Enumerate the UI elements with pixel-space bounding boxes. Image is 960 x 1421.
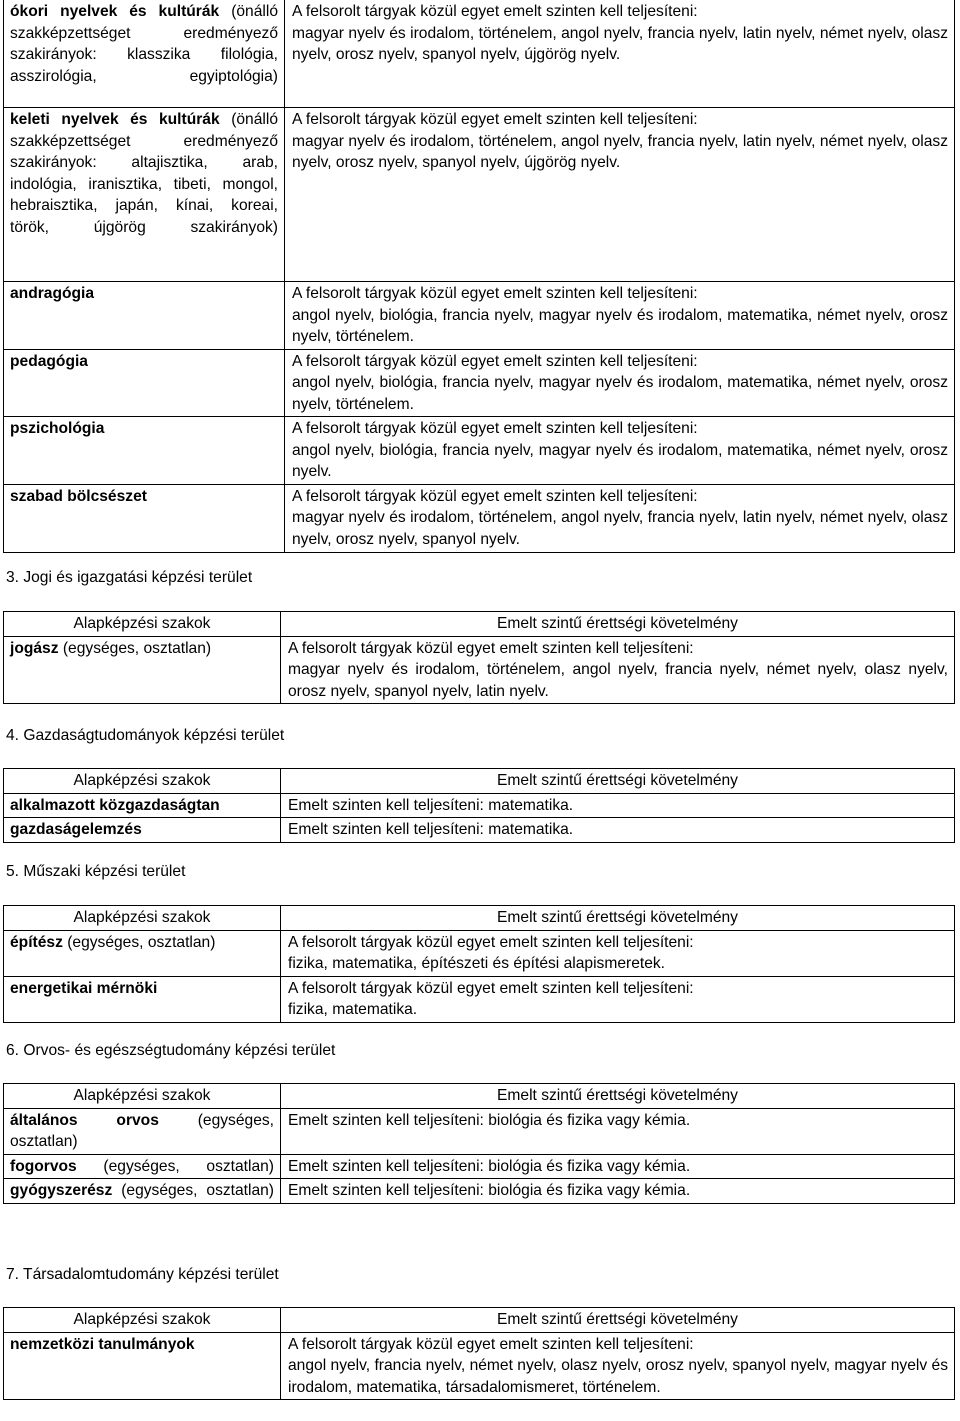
program-name: nemzetközi tanulmányok — [10, 1335, 195, 1353]
table-header-row — [4, 769, 955, 794]
column-header-requirement: Emelt szintű érettségi követelmény — [281, 612, 955, 637]
requirement-text: Emelt szinten kell teljesíteni: matematika. — [288, 821, 574, 838]
table-header-row — [4, 906, 955, 931]
program-detail: (egységes, osztatlan) — [103, 1157, 274, 1175]
requirement-text: Emelt szinten kell teljesíteni: matematika. — [288, 796, 574, 814]
program-cell — [4, 417, 285, 485]
program-cell — [4, 1332, 281, 1400]
section-title-6: 6. Orvos- és egészségtudomány képzési terület — [6, 1042, 336, 1059]
requirement-list: angol nyelv, biológia, francia nyelv, magyar nyelv és irodalom, matematika, német nyelv, orosz nyelv, történelem. — [292, 306, 948, 345]
table-row — [4, 793, 955, 818]
program-name: fogorvos — [10, 1157, 77, 1175]
table-row — [4, 0, 955, 108]
program-name: építész — [10, 933, 63, 951]
program-cell — [4, 0, 285, 108]
table-row — [4, 818, 955, 843]
program-cell — [4, 1179, 281, 1204]
program-cell — [4, 349, 285, 417]
table-row — [4, 417, 955, 485]
requirement-list: magyar nyelv és irodalom, történelem, angol nyelv, francia nyelv, latin nyelv, német nyelv, olasz nyelv, orosz nyelv, spanyol nyelv, újgörög nyelv. — [292, 24, 948, 63]
table-row — [4, 930, 955, 976]
table-social-sciences — [3, 1307, 955, 1400]
column-header-programs: Alapképzési szakok — [4, 1084, 281, 1109]
requirement-intro: A felsorolt tárgyak közül egyet emelt szinten kell teljesíteni: — [292, 3, 698, 20]
column-header-requirement: Emelt szintű érettségi követelmény — [281, 769, 955, 794]
program-cell — [4, 282, 285, 350]
requirement-list: angol nyelv, francia nyelv, német nyelv, olasz nyelv, orosz nyelv, spanyol nyelv, magyar nyelv és irodalom, matematika, társadalomismeret, történelem. — [288, 1357, 948, 1396]
requirement-cell — [281, 818, 955, 843]
program-detail: (önálló szakképzettséget eredményező szakirányok: klasszika filológia, asszirológia, egyiptológia) — [10, 3, 278, 85]
requirement-cell — [281, 1179, 955, 1204]
program-cell — [4, 1108, 281, 1154]
program-name: pedagógia — [10, 352, 88, 370]
table-engineering — [3, 905, 955, 1023]
program-name: gazdaságelemzés — [10, 821, 142, 838]
requirement-text: Emelt szinten kell teljesíteni: biológia és fizika vagy kémia. — [288, 1111, 691, 1129]
program-name: ókori nyelvek és kultúrák — [10, 3, 220, 20]
table-header-row — [4, 612, 955, 637]
table-header-row — [4, 1084, 955, 1109]
table-row — [4, 1179, 955, 1204]
table-row — [4, 1108, 955, 1154]
program-detail: (egységes, osztatlan) — [58, 639, 212, 657]
column-header-programs: Alapképzési szakok — [4, 612, 281, 637]
program-name: energetikai mérnöki — [10, 979, 158, 997]
requirement-intro: A felsorolt tárgyak közül egyet emelt szinten kell teljesíteni: — [288, 933, 694, 951]
program-cell — [4, 976, 281, 1022]
requirement-cell — [285, 0, 955, 108]
program-detail: (önálló szakképzettséget eredményező szakirányok: altajisztika, arab, indológia, iranisztika, tibeti, mongol, hebraisztika, japán, kínai, koreai, török, újgörög szakirányok) — [10, 111, 278, 236]
requirement-cell — [285, 349, 955, 417]
program-name: andragógia — [10, 285, 95, 302]
column-header-requirement: Emelt szintű érettségi követelmény — [281, 906, 955, 931]
column-header-programs: Alapképzési szakok — [4, 906, 281, 931]
requirement-intro: A felsorolt tárgyak közül egyet emelt szinten kell teljesíteni: — [288, 1335, 694, 1353]
requirement-cell — [285, 484, 955, 552]
column-header-requirement: Emelt szintű érettségi követelmény — [281, 1308, 955, 1333]
requirement-cell — [281, 1108, 955, 1154]
program-cell — [4, 793, 281, 818]
program-cell — [4, 108, 285, 282]
column-header-requirement: Emelt szintű érettségi követelmény — [281, 1084, 955, 1109]
requirement-list: fizika, matematika, építészeti és építési alapismeretek. — [288, 955, 666, 972]
program-name: pszichológia — [10, 420, 105, 437]
section-title-7: 7. Társadalomtudomány képzési terület — [6, 1266, 279, 1283]
table-humanities-continued — [3, 0, 955, 553]
requirement-cell — [281, 1332, 955, 1400]
program-cell — [4, 818, 281, 843]
program-name: általános orvos — [10, 1111, 159, 1129]
section-title-5: 5. Műszaki képzési terület — [6, 863, 186, 880]
table-law — [3, 611, 955, 704]
program-name: alkalmazott közgazdaságtan — [10, 796, 220, 814]
program-cell — [4, 636, 281, 704]
program-cell — [4, 930, 281, 976]
program-detail: (egységes, osztatlan) — [62, 933, 216, 951]
column-header-programs: Alapképzési szakok — [4, 769, 281, 794]
program-cell — [4, 1154, 281, 1179]
requirement-intro: A felsorolt tárgyak közül egyet emelt szinten kell teljesíteni: — [288, 979, 694, 997]
table-medicine — [3, 1083, 955, 1204]
requirement-cell — [281, 930, 955, 976]
requirement-intro: A felsorolt tárgyak közül egyet emelt szinten kell teljesíteni: — [292, 487, 698, 505]
table-row — [4, 976, 955, 1022]
table-economics — [3, 768, 955, 843]
program-cell — [4, 484, 285, 552]
table-row — [4, 636, 955, 704]
requirement-cell — [285, 108, 955, 282]
requirement-intro: A felsorolt tárgyak közül egyet emelt szinten kell teljesíteni: — [288, 639, 694, 657]
requirement-cell — [281, 976, 955, 1022]
section-title-4: 4. Gazdaságtudományok képzési terület — [6, 727, 285, 744]
requirement-cell — [281, 793, 955, 818]
requirement-list: fizika, matematika. — [288, 1001, 418, 1018]
table-row — [4, 1154, 955, 1179]
requirement-list: angol nyelv, biológia, francia nyelv, magyar nyelv és irodalom, matematika, német nyelv, orosz nyelv. — [292, 441, 948, 480]
requirement-list: magyar nyelv és irodalom, történelem, angol nyelv, francia nyelv, német nyelv, olasz nyelv, orosz nyelv, spanyol nyelv, latin nyelv. — [288, 661, 948, 700]
requirement-intro: A felsorolt tárgyak közül egyet emelt szinten kell teljesíteni: — [292, 352, 698, 370]
requirement-text: Emelt szinten kell teljesíteni: biológia és fizika vagy kémia. — [288, 1182, 691, 1199]
column-header-programs: Alapképzési szakok — [4, 1308, 281, 1333]
program-name: szabad bölcsészet — [10, 487, 147, 505]
section-title-3: 3. Jogi és igazgatási képzési terület — [6, 569, 253, 586]
program-name: jogász — [10, 639, 59, 657]
program-name: keleti nyelvek és kultúrák — [10, 111, 220, 128]
requirement-intro: A felsorolt tárgyak közül egyet emelt szinten kell teljesíteni: — [292, 420, 698, 437]
requirement-intro: A felsorolt tárgyak közül egyet emelt szinten kell teljesíteni: — [292, 111, 698, 128]
requirement-list: magyar nyelv és irodalom, történelem, angol nyelv, francia nyelv, latin nyelv, német nyelv, olasz nyelv, orosz nyelv, spanyol nyelv. — [292, 509, 948, 548]
requirement-cell — [285, 417, 955, 485]
program-name: gyógyszerész — [10, 1182, 113, 1199]
requirement-cell — [281, 1154, 955, 1179]
table-row — [4, 108, 955, 282]
requirement-list: angol nyelv, biológia, francia nyelv, magyar nyelv és irodalom, matematika, német nyelv, orosz nyelv, történelem. — [292, 374, 948, 413]
table-row — [4, 282, 955, 350]
requirement-text: Emelt szinten kell teljesíteni: biológia és fizika vagy kémia. — [288, 1157, 691, 1175]
program-detail: (egységes, osztatlan) — [10, 1111, 274, 1150]
program-detail: (egységes, osztatlan) — [121, 1182, 274, 1199]
requirement-cell — [281, 636, 955, 704]
requirement-cell — [285, 282, 955, 350]
table-header-row — [4, 1308, 955, 1333]
requirement-intro: A felsorolt tárgyak közül egyet emelt szinten kell teljesíteni: — [292, 285, 698, 302]
table-row — [4, 349, 955, 417]
requirement-list: magyar nyelv és irodalom, történelem, angol nyelv, francia nyelv, latin nyelv, német nyelv, olasz nyelv, orosz nyelv, spanyol nyelv, újgörög nyelv. — [292, 132, 948, 171]
table-row — [4, 1332, 955, 1400]
table-row — [4, 484, 955, 552]
